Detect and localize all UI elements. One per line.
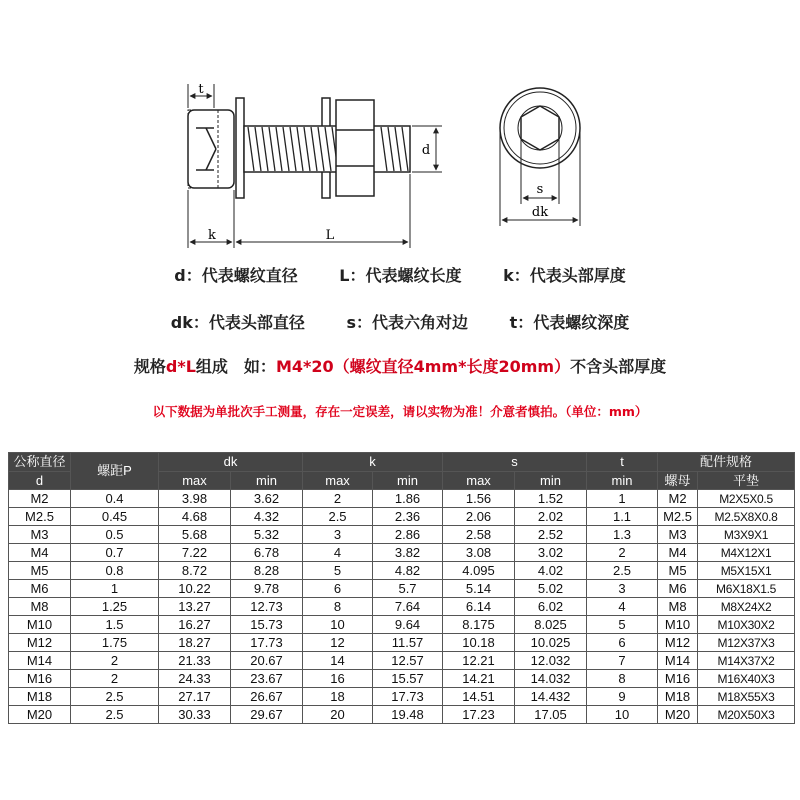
cell-dk-max: 30.33 [159,706,231,724]
table-row [9,562,795,580]
cell-t-min: 1.1 [587,508,658,526]
cell-dk-max: 13.27 [159,598,231,616]
cell-dk-max: 3.98 [159,490,231,508]
cell-s-min: 1.52 [515,490,587,508]
cell-s-max: 4.095 [443,562,515,580]
cell-k-max: 10 [303,616,373,634]
cell-dk-max: 4.68 [159,508,231,526]
header-s-min: min [515,472,587,490]
header-washer: 平垫 [698,472,795,490]
header-k: k [303,453,443,472]
cell-s-min: 14.432 [515,688,587,706]
legend-k: k：代表头部厚度 [503,266,626,285]
table-row [9,580,795,598]
cell-washer: M6X18X1.5 [698,580,795,598]
cell-dk-min: 3.62 [231,490,303,508]
cell-t-min: 5 [587,616,658,634]
header-s-max: max [443,472,515,490]
cell-dk-min: 12.73 [231,598,303,616]
washer-left [236,98,244,198]
cell-t-min: 1.3 [587,526,658,544]
cell-washer: M2X5X0.5 [698,490,795,508]
screw-diagram [0,0,800,255]
cell-dk-max: 5.68 [159,526,231,544]
cell-s-max: 17.23 [443,706,515,724]
cell-k-min: 1.86 [373,490,443,508]
cell-washer: M3X9X1 [698,526,795,544]
cell-nut: M4 [658,544,698,562]
thread-shank [244,126,410,172]
cell-k-max: 20 [303,706,373,724]
cell-pitch: 1.5 [71,616,159,634]
cell-nominal: M10 [9,616,71,634]
cell-s-min: 2.02 [515,508,587,526]
cell-k-max: 5 [303,562,373,580]
cell-nominal: M8 [9,598,71,616]
cell-t-min: 8 [587,670,658,688]
table-row [9,508,795,526]
cell-washer: M4X12X1 [698,544,795,562]
screw-head [188,110,234,188]
cell-pitch: 2 [71,652,159,670]
table-row [9,598,795,616]
legend-s: s：代表六角对边 [346,313,468,332]
table-row [9,634,795,652]
cell-s-min: 10.025 [515,634,587,652]
cell-nominal: M2.5 [9,508,71,526]
label-d: d [421,143,431,158]
cell-s-min: 2.52 [515,526,587,544]
cell-s-max: 3.08 [443,544,515,562]
cell-nominal: M16 [9,670,71,688]
cell-washer: M2.5X8X0.8 [698,508,795,526]
label-k: k [208,228,216,243]
cell-dk-min: 6.78 [231,544,303,562]
cell-s-min: 4.02 [515,562,587,580]
cell-t-min: 2 [587,544,658,562]
cell-nut: M3 [658,526,698,544]
cell-pitch: 1.75 [71,634,159,652]
table-row [9,544,795,562]
cell-nominal: M14 [9,652,71,670]
cell-s-min: 3.02 [515,544,587,562]
cell-washer: M16X40X3 [698,670,795,688]
cell-t-min: 4 [587,598,658,616]
cell-dk-min: 26.67 [231,688,303,706]
cell-s-min: 5.02 [515,580,587,598]
header-pitch: 螺距P [71,453,159,490]
cell-pitch: 0.4 [71,490,159,508]
label-s: s [536,182,544,197]
header-accessory: 配件规格 [658,453,795,472]
cell-t-min: 3 [587,580,658,598]
cell-dk-max: 27.17 [159,688,231,706]
cell-washer: M14X37X2 [698,652,795,670]
cell-pitch: 0.8 [71,562,159,580]
cell-pitch: 2.5 [71,706,159,724]
cell-pitch: 2.5 [71,688,159,706]
cell-k-min: 17.73 [373,688,443,706]
cell-dk-min: 29.67 [231,706,303,724]
cell-s-max: 14.21 [443,670,515,688]
spec-line [0,354,800,377]
cell-k-min: 11.57 [373,634,443,652]
header-dk-min: min [231,472,303,490]
cell-pitch: 0.5 [71,526,159,544]
header-t: t [587,453,658,472]
legend-L: L：代表螺纹长度 [339,266,462,285]
legend-t: t：代表螺纹深度 [509,313,630,332]
cell-nominal: M4 [9,544,71,562]
cell-k-min: 2.36 [373,508,443,526]
cell-k-max: 3 [303,526,373,544]
cell-k-max: 2.5 [303,508,373,526]
header-nominal-sub: d [9,472,71,490]
cell-washer: M10X30X2 [698,616,795,634]
cell-k-min: 5.7 [373,580,443,598]
cell-nut: M12 [658,634,698,652]
cell-k-max: 6 [303,580,373,598]
header-k-min: min [373,472,443,490]
table-body [9,490,795,724]
cell-k-max: 18 [303,688,373,706]
cell-dk-max: 24.33 [159,670,231,688]
cell-s-max: 6.14 [443,598,515,616]
header-dk: dk [159,453,303,472]
cell-s-max: 14.51 [443,688,515,706]
header-s: s [443,453,587,472]
cell-pitch: 0.7 [71,544,159,562]
table-row [9,670,795,688]
cell-nut: M18 [658,688,698,706]
cell-k-min: 12.57 [373,652,443,670]
cell-t-min: 7 [587,652,658,670]
cell-k-min: 9.64 [373,616,443,634]
spec-example: M4*20（螺纹直径4mm*长度20mm） [275,357,571,376]
cell-nominal: M20 [9,706,71,724]
cell-pitch: 1 [71,580,159,598]
cell-dk-max: 10.22 [159,580,231,598]
cell-dk-min: 15.73 [231,616,303,634]
header-nut: 螺母 [658,472,698,490]
cell-pitch: 2 [71,670,159,688]
cell-k-max: 2 [303,490,373,508]
cell-s-min: 14.032 [515,670,587,688]
cell-dk-min: 8.28 [231,562,303,580]
cell-k-max: 12 [303,634,373,652]
cell-nominal: M6 [9,580,71,598]
cell-nut: M2 [658,490,698,508]
cell-washer: M5X15X1 [698,562,795,580]
cell-k-min: 19.48 [373,706,443,724]
cell-k-max: 4 [303,544,373,562]
cell-washer: M8X24X2 [698,598,795,616]
table-row [9,688,795,706]
cell-t-min: 10 [587,706,658,724]
label-dk: dk [531,205,549,220]
cell-nut: M10 [658,616,698,634]
cell-s-min: 8.025 [515,616,587,634]
cell-nominal: M18 [9,688,71,706]
cell-dk-max: 21.33 [159,652,231,670]
cell-pitch: 0.45 [71,508,159,526]
cell-k-min: 2.86 [373,526,443,544]
cell-k-min: 4.82 [373,562,443,580]
table-row [9,490,795,508]
spec-suffix: 不含头部厚度 [570,357,667,376]
cell-t-min: 9 [587,688,658,706]
screw-end-view [500,88,580,168]
cell-k-max: 16 [303,670,373,688]
cell-dk-min: 23.67 [231,670,303,688]
cell-dk-max: 18.27 [159,634,231,652]
table-row [9,652,795,670]
cell-washer: M12X37X3 [698,634,795,652]
header-k-max: max [303,472,373,490]
cell-nut: M5 [658,562,698,580]
spec-prefix: 规格 [133,357,166,376]
cell-washer: M18X55X3 [698,688,795,706]
cell-nominal: M12 [9,634,71,652]
cell-k-max: 8 [303,598,373,616]
cell-s-min: 12.032 [515,652,587,670]
cell-t-min: 1 [587,490,658,508]
cell-nut: M8 [658,598,698,616]
cell-t-min: 2.5 [587,562,658,580]
cell-nut: M20 [658,706,698,724]
cell-k-max: 14 [303,652,373,670]
hex-nut [336,100,374,196]
cell-dk-min: 20.67 [231,652,303,670]
table-row [9,616,795,634]
spec-formula: d*L [165,357,196,376]
cell-nut: M14 [658,652,698,670]
legend-row-1 [0,263,800,286]
cell-s-max: 12.21 [443,652,515,670]
legend-d: d：代表螺纹直径 [174,266,298,285]
cell-nut: M6 [658,580,698,598]
cell-s-min: 17.05 [515,706,587,724]
cell-s-max: 2.06 [443,508,515,526]
cell-s-max: 2.58 [443,526,515,544]
cell-s-max: 8.175 [443,616,515,634]
measurement-note: 以下数据为单批次手工测量，存在一定误差，请以实物为准！介意者慎拍。（单位：mm） [152,404,648,419]
cell-s-max: 5.14 [443,580,515,598]
cell-s-max: 10.18 [443,634,515,652]
table-row [9,526,795,544]
cell-t-min: 6 [587,634,658,652]
label-L: L [325,228,335,243]
cell-dk-min: 9.78 [231,580,303,598]
cell-k-min: 15.57 [373,670,443,688]
cell-dk-max: 7.22 [159,544,231,562]
cell-nominal: M2 [9,490,71,508]
cell-nut: M16 [658,670,698,688]
cell-washer: M20X50X3 [698,706,795,724]
legend-row-2 [0,310,800,333]
header-dk-max: max [159,472,231,490]
cell-s-max: 1.56 [443,490,515,508]
cell-dk-max: 16.27 [159,616,231,634]
cell-nut: M2.5 [658,508,698,526]
cell-nominal: M3 [9,526,71,544]
table-row [9,706,795,724]
cell-dk-max: 8.72 [159,562,231,580]
cell-k-min: 7.64 [373,598,443,616]
cell-s-min: 6.02 [515,598,587,616]
cell-dk-min: 17.73 [231,634,303,652]
label-t: t [198,82,204,97]
header-t-min: min [587,472,658,490]
cell-nominal: M5 [9,562,71,580]
cell-k-min: 3.82 [373,544,443,562]
cell-dk-min: 4.32 [231,508,303,526]
cell-dk-min: 5.32 [231,526,303,544]
spec-formula-suffix: 组成 如： [195,357,276,376]
legend-dk: dk：代表头部直径 [170,313,305,332]
spec-table [8,452,795,724]
cell-pitch: 1.25 [71,598,159,616]
header-nominal: 公称直径 [9,453,71,472]
